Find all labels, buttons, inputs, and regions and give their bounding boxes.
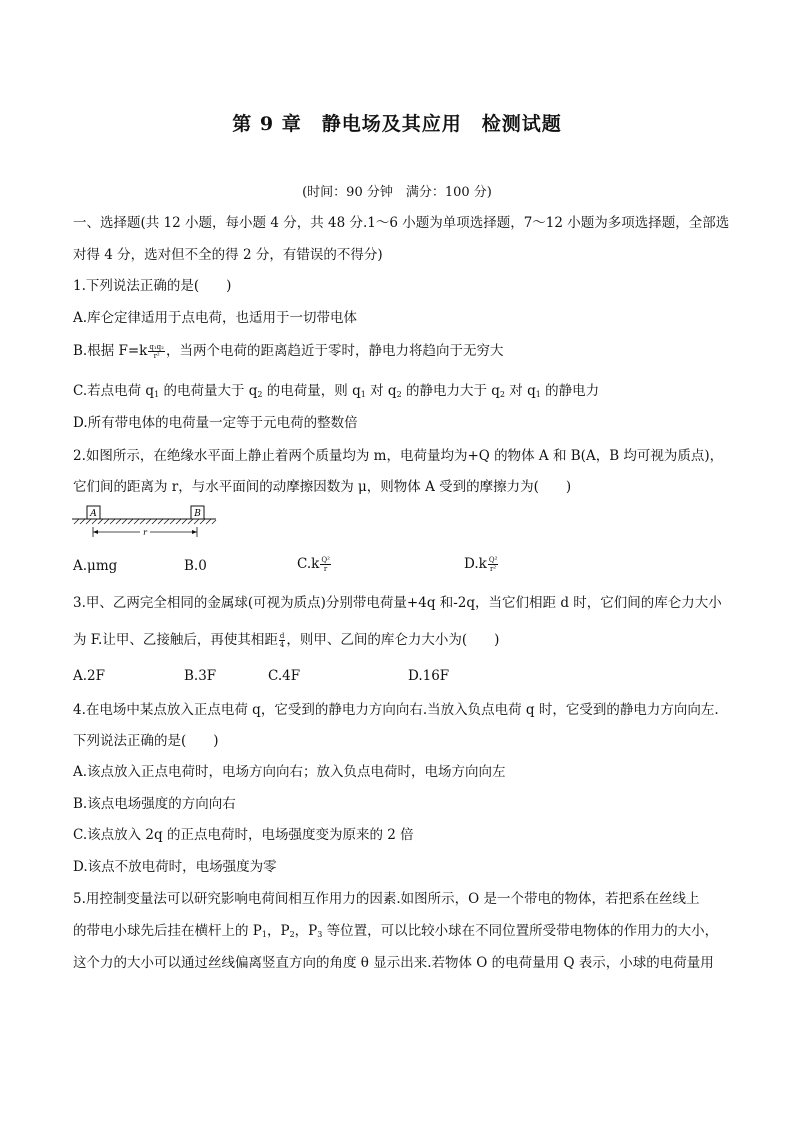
q5-stem-line-1: 5.用控制变量法可以研究影响电荷间相互作用力的因素.如图所示，O 是一个带电的物体，若把系在丝线上 [73,891,700,907]
q5-stem-line-3: 这个力的大小可以通过丝线偏离竖直方向的角度 θ 显示出来.若物体 O 的电荷量用 Q 表示，小球的电荷量用 [73,955,714,971]
q1-stem: 1.下列说法正确的是( ) [73,278,232,294]
distance-label: r [143,528,147,537]
ground-hatching [74,519,216,524]
q2-option-a: A.μmg [73,558,118,574]
q1-option-c: C.若点电荷 $q_1$ 的电荷量大于 $q_2$ 的电荷量，则 $q_1$ 对 $q_2$ 的静电力大于 $q_2$ 对 $q_1$ 的静电力 [73,383,600,399]
q4-option-a: A.该点放入正点电荷时，电场方向向右；放入负点电荷时，电场方向向左 [73,764,506,780]
q1-option-a: A.库仑定律适用于点电荷，也适用于一切带电体 [73,310,358,326]
q2-option-c: C.k $\frac{\text{Q²}}{r}$ [297,556,330,573]
q5-stem-line-2: 的带电小球先后挂在横杆上的 $P_1$，$P_2$，$P_3$ 等位置，可以比较小球在不同位置所受带电物体的作用力的大小， [73,923,719,939]
exam-info: (时间：90 分钟 满分：100 分) [302,185,492,200]
section-instructions-line-2: 对得 4 分，选对但不全的得 2 分，有错误的不得分) [73,247,383,263]
q1-option-d: D.所有带电体的电荷量一定等于元电荷的整数倍 [73,415,358,431]
q3-option-b: B.3F [184,668,217,684]
q3-stem-line-2: 为 F.让甲、乙接触后，再使其相距 $\frac{d}{4}$ ，则甲、乙间的库仑力大小为( ) [73,632,500,649]
q3-option-d: D.16F [408,668,450,684]
q2-stem-line-2: 它们间的距离为 r，与水平面间的动摩擦因数为 μ，则物体 A 受到的摩擦力为( ) [73,479,572,495]
q4-option-b: B.该点电场强度的方向向右 [73,796,236,812]
block-a-label: A [90,509,97,519]
q4-option-c: C.该点放入 2q 的正点电荷时，电场强度变为原来的 2 倍 [73,827,414,843]
q4-stem-line-2: 下列说法正确的是( ) [73,733,219,749]
arrow-left [93,530,98,534]
arrow-right [192,530,197,534]
q2-option-d: D.k $\frac{\text{Q²}}{\text{r²}}$ [464,556,498,573]
q3-option-a: A.2F [73,668,105,684]
q2-figure [72,505,222,545]
q2-stem-line-1: 2.如图所示，在绝缘水平面上静止着两个质量均为 m，电荷量均为+Q 的物体 A 和 B(A，B 均可视为质点)， [73,448,724,464]
q3-option-c: C.4F [268,668,301,684]
coulomb-formula-fraction: $\frac{\text{q₁q₂}}{\text{r²}}$ [149,343,164,360]
block-b-label: B [194,509,201,519]
section-instructions-line-1: 一、选择题(共 12 小题，每小题 4 分，共 48 分.1～6 小题为单项选择题，7～12 小题为多项选择题，全部选 [73,215,730,231]
q4-option-d: D.该点不放电荷时，电场强度为零 [73,859,277,875]
q1-option-b: B.根据 F=k $\frac{\text{q₁q₂}}{\text{r²}}$ ，当两个电荷的距离趋近于零时，静电力将趋向于无穷大 [73,343,504,360]
q2-option-b: B.0 [184,558,207,574]
page-title: 第 9 章 静电场及其应用 检测试题 [232,113,562,135]
q3-stem-line-1: 3.甲、乙两完全相同的金属球(可视为质点)分别带电荷量+4q 和-2q，当它们相距 d 时，它们间的库仑力大小 [73,595,722,611]
q4-stem-line-1: 4.在电场中某点放入正点电荷 q，它受到的静电力方向向右.当放入负点电荷 q 时，它受到的静电力方向向左. [73,702,719,718]
